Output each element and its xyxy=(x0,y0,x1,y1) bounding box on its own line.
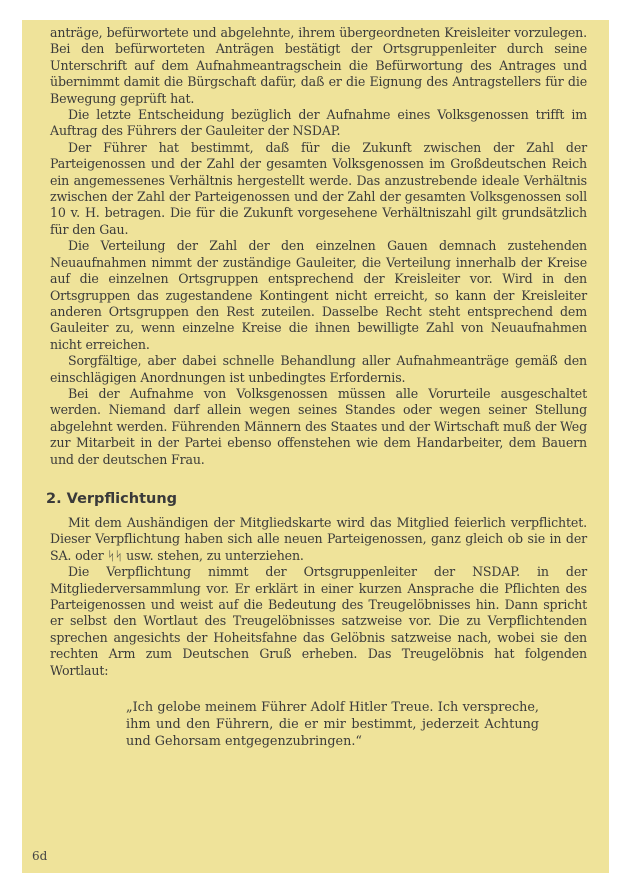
paragraph: anträge, befürwortete und abgelehnte, ihrem übergeordneten Kreisleiter vorzulegen. Bei den befürworteten Anträgen bestätigt der Ortsgruppenleiter durch seine Unterschrift auf dem Aufnahmeantragschein die Befürwortung des Antrages und übernimmt damit die Bürgschaft dafür, daß er die Eignung des Antragstellers für die Bewegung geprüft hat. xyxy=(50,25,587,106)
paragraph: Sorgfältige, aber dabei schnelle Behandlung aller Aufnahmeanträge gemäß den einschlägigen Anordnungen ist unbedingtes Erfordernis. xyxy=(50,353,587,385)
paragraph: Die Verpflichtung nimmt der Ortsgruppenleiter der NSDAP. in der Mitgliederversammlung vor. Er erklärt in einer kurzen Ansprache die Pflichten des Parteigenossen und weist auf die Bedeutung des Treugelöbnisses hin. Dann spricht er selbst den Wortlaut des Treugelöbnisses satzweise vor. Die zu Verpflichtenden sprechen angesichts der Hoheitsfahne das Gelöbnis satzweise nach, wobei sie den rechten Arm zum Deutschen Gruß erheben. Das Treugelöbnis hat folgenden Wortlaut: xyxy=(50,564,587,678)
paragraph: Bei der Aufnahme von Volksgenossen müssen alle Vorurteile ausgeschaltet werden. Niemand darf allein wegen seines Standes oder wegen seiner Stellung abgelehnt werden. Führenden Männern des Staates und der Wirtschaft muß der Weg zur Mitarbeit in der Partei ebenso offenstehen wie dem Handarbeiter, dem Bauern und der deutschen Frau. xyxy=(50,385,587,467)
paragraph: Der Führer hat bestimmt, daß für die Zukunft zwischen der Zahl der Parteigenossen und der Zahl der gesamten Volksgenossen im Großdeutschen Reich ein angemessenes Verhältnis hergestellt werde. Das anzustrebende ideale Verhältnis zwischen der Zahl der Parteigenossen und der Zahl der gesamten Volksgenossen soll 10 v. H. betragen. Die für die Zukunft vorgesehene Verhältniszahl gilt grundsätzlich für den Gau. xyxy=(50,139,587,237)
page-number: 6d xyxy=(32,849,48,863)
paragraph: Die Verteilung der Zahl der den einzelnen Gauen demnach zustehenden Neuaufnahmen nimmt der zuständige Gauleiter, die Verteilung innerhalb der Kreise auf die einzelnen Ortsgruppen entsprechend der Kreisleiter vor. Wird in den Ortsgruppen das zugestandene Kontingent nicht erreicht, so kann der Kreisleiter anderen Ortsgruppen den Rest zuteilen. Dasselbe Recht steht entsprechend dem Gauleiter zu, wenn einzelne Kreise die ihnen bewilligte Zahl von Neuaufnahmen nicht erreichen. xyxy=(50,238,587,352)
paragraph: Mit dem Aushändigen der Mitgliedskarte wird das Mitglied feierlich verpflichtet. Dieser Verpflichtung haben sich alle neuen Parteigenossen, ganz gleich ob sie in der SA. oder ᛋᛋ usw. stehen, zu unterziehen. xyxy=(50,514,587,563)
document-page xyxy=(22,20,609,873)
paragraph: Die letzte Entscheidung bezüglich der Aufnahme eines Volksgenossen trifft im Auftrag des Führers der Gauleiter der NSDAP. xyxy=(50,107,587,139)
section-heading: 2. Verpflichtung xyxy=(46,490,178,507)
oath-quote: „Ich gelobe meinem Führer Adolf Hitler Treue. Ich verspreche, ihm und den Führern, die er mir bestimmt, jederzeit Achtung und Gehorsam entgegenzubringen.“ xyxy=(126,700,539,750)
